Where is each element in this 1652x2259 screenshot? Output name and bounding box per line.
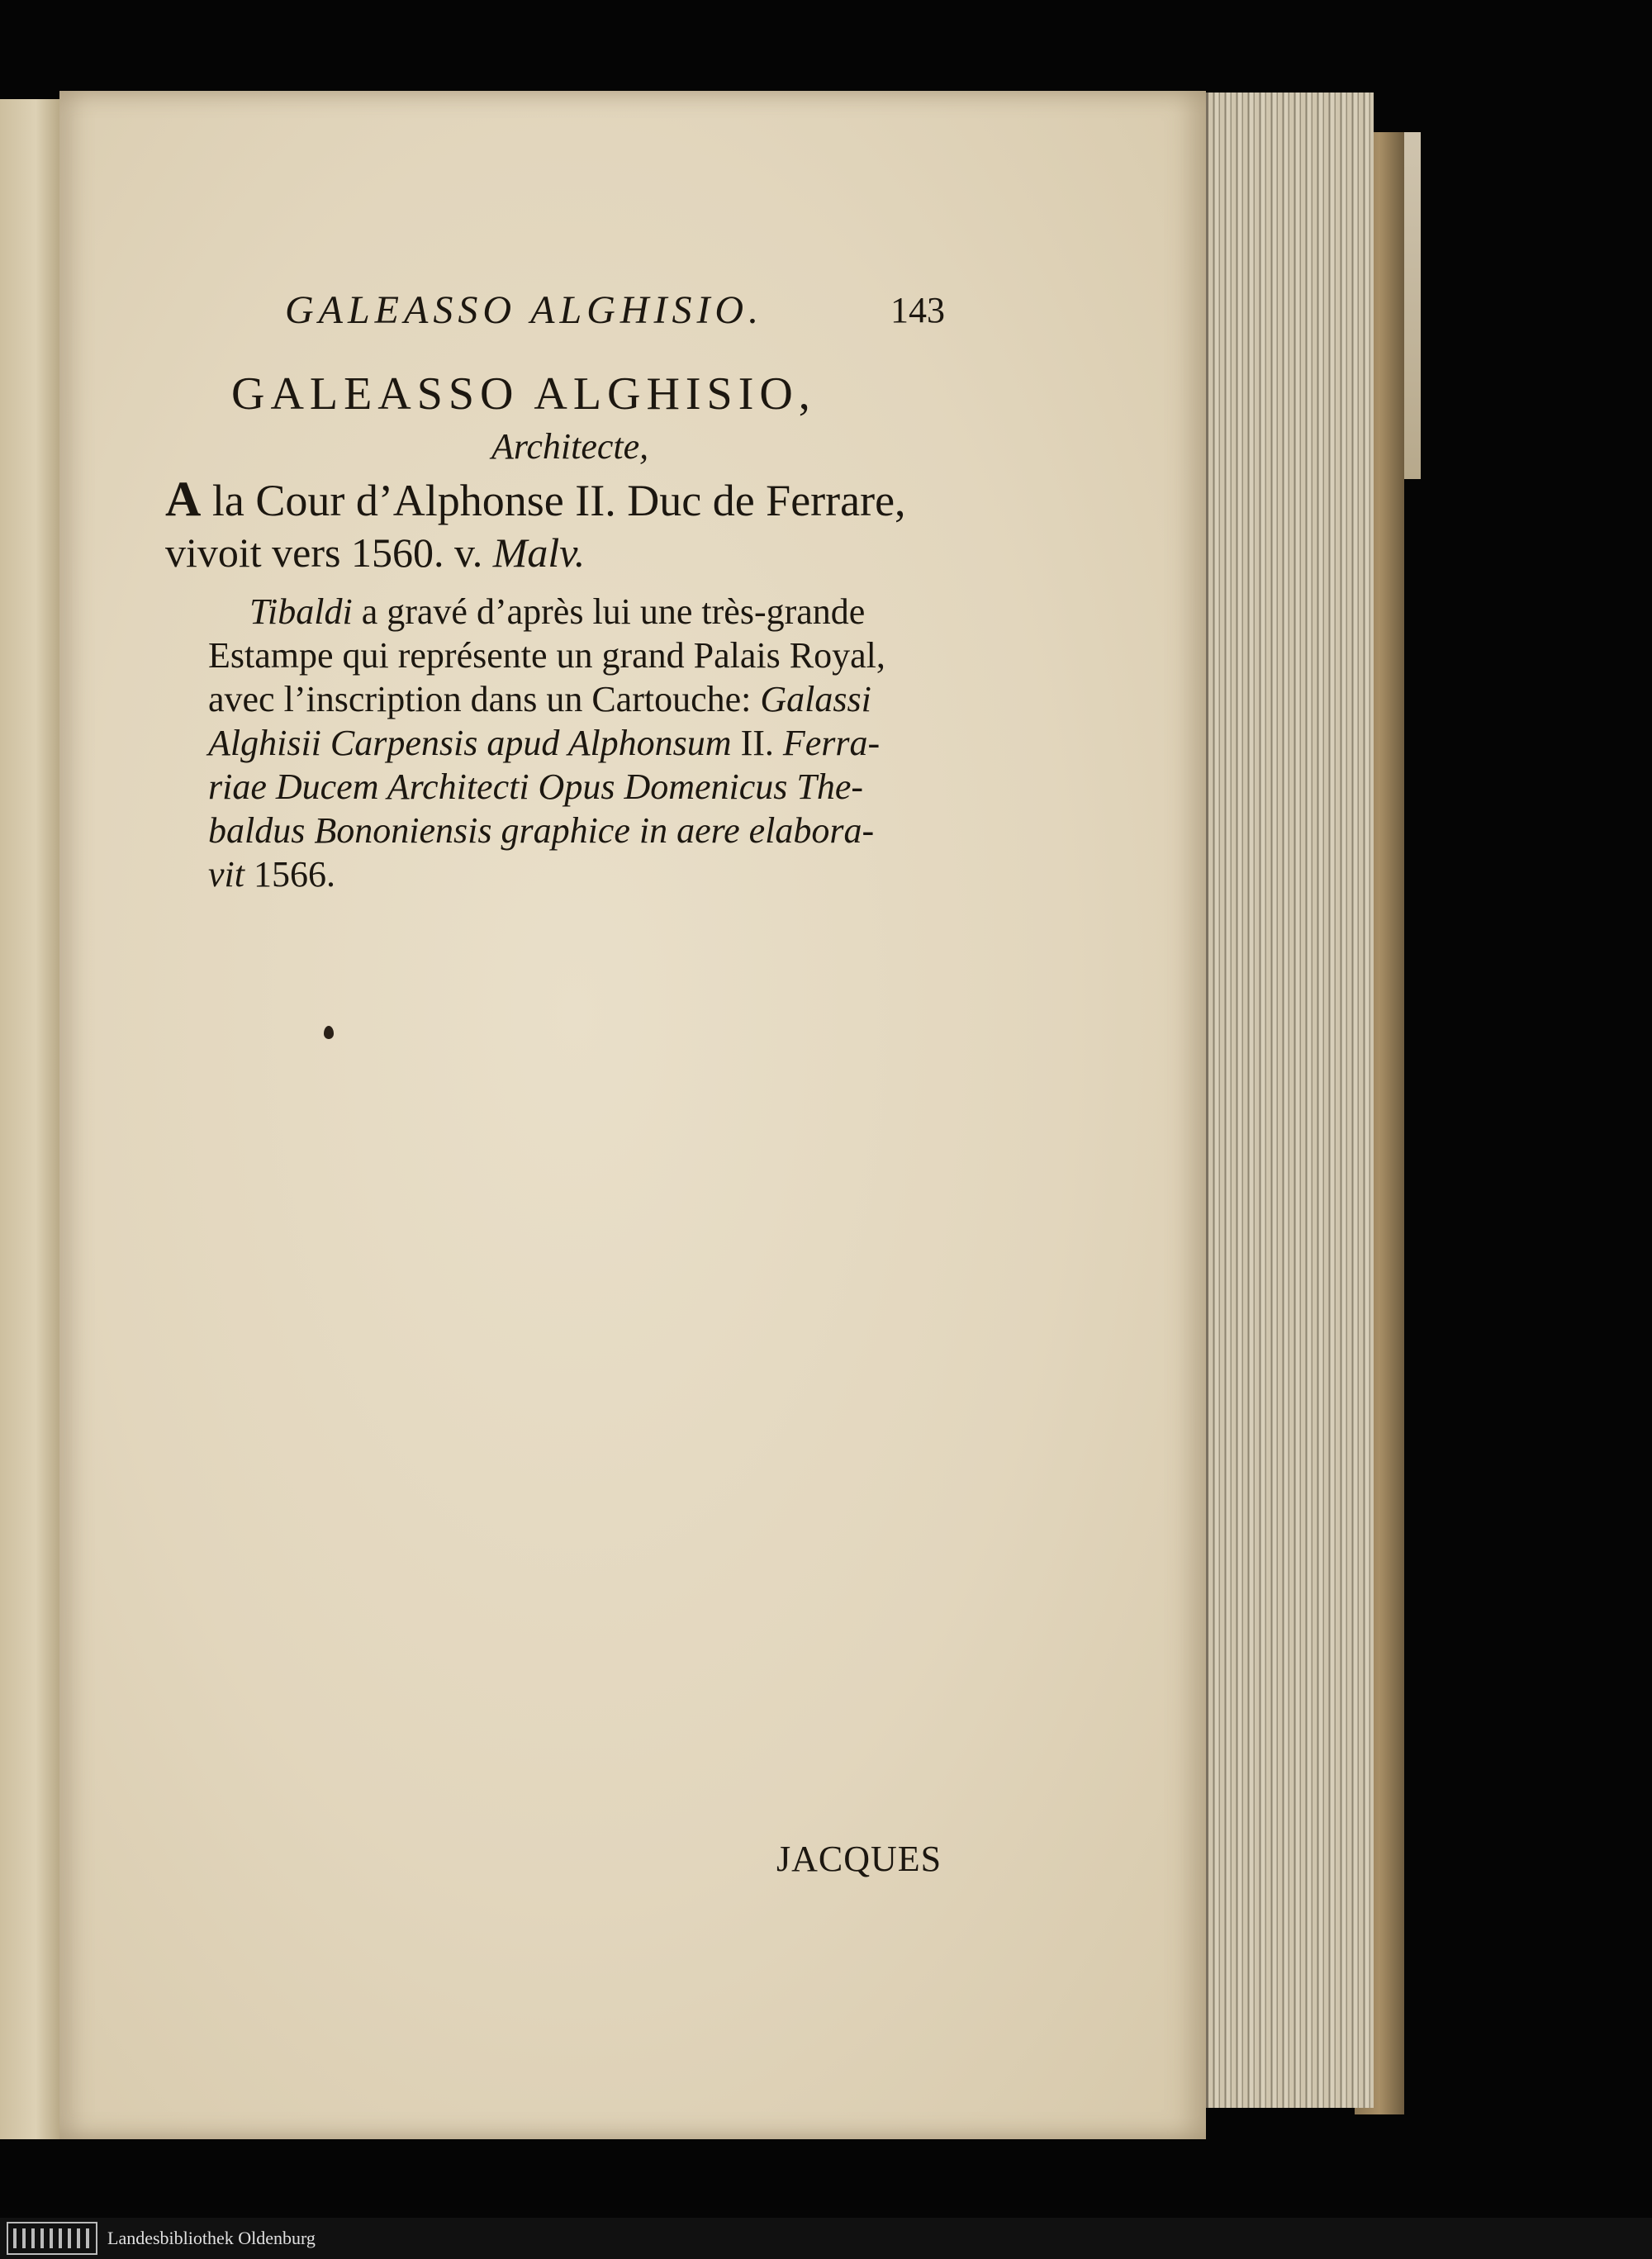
body-line-italic-after: Ferra- (782, 723, 881, 763)
catchword: JACQUES (776, 1839, 942, 1879)
body-line-7 (208, 853, 335, 895)
library-name: Landesbibliothek Oldenburg (107, 2228, 316, 2248)
body-line-6 (208, 809, 874, 852)
body-line-roman: Estampe qui représente un grand Palais Royal, (208, 635, 885, 676)
intro-line-1-text: la Cour d’Alphonse II. Duc de Ferrare, (201, 476, 906, 525)
intro-line-2 (165, 529, 585, 577)
body-line-roman: avec l’inscription dans un Cartouche: (208, 679, 761, 719)
body-line-1 (249, 591, 865, 633)
body-line-italic: Tibaldi (249, 591, 353, 632)
entry-subtitle: Architecte, (491, 426, 649, 467)
intro-line-2-text: vivoit vers 1560. v. (165, 529, 493, 576)
body-line-5 (208, 766, 863, 808)
body-line-4 (208, 722, 880, 764)
intro-line-2-italic: Malv. (492, 529, 586, 576)
body-line-italic-after: Galassi (760, 679, 871, 719)
body-line-italic: riae Ducem Architecti Opus Domenicus The- (208, 766, 864, 807)
drop-cap: A (165, 472, 202, 526)
page-number: 143 (890, 290, 945, 330)
body-line-roman: a gravé d’après lui une très-grande (352, 591, 866, 632)
body-line-roman: 1566. (244, 854, 335, 895)
intro-line-1 (165, 471, 906, 528)
body-line-italic: baldus Bononiensis graphice in aere elabora- (208, 810, 875, 851)
body-line-2 (208, 634, 885, 676)
entry-title: GALEASSO ALGHISIO, (231, 368, 816, 420)
body-line-italic: vit (208, 854, 244, 895)
running-head: GALEASSO ALGHISIO. (285, 288, 764, 332)
body-line-roman: II. (731, 723, 783, 763)
left-page-edge (0, 99, 62, 2139)
library-logo-icon (7, 2222, 97, 2255)
body-line-3 (208, 678, 871, 720)
body-line-italic: Alghisii Carpensis apud Alphonsum (208, 723, 732, 763)
ink-spot-ornament (324, 1026, 334, 1039)
page-block-edges (1206, 93, 1374, 2108)
